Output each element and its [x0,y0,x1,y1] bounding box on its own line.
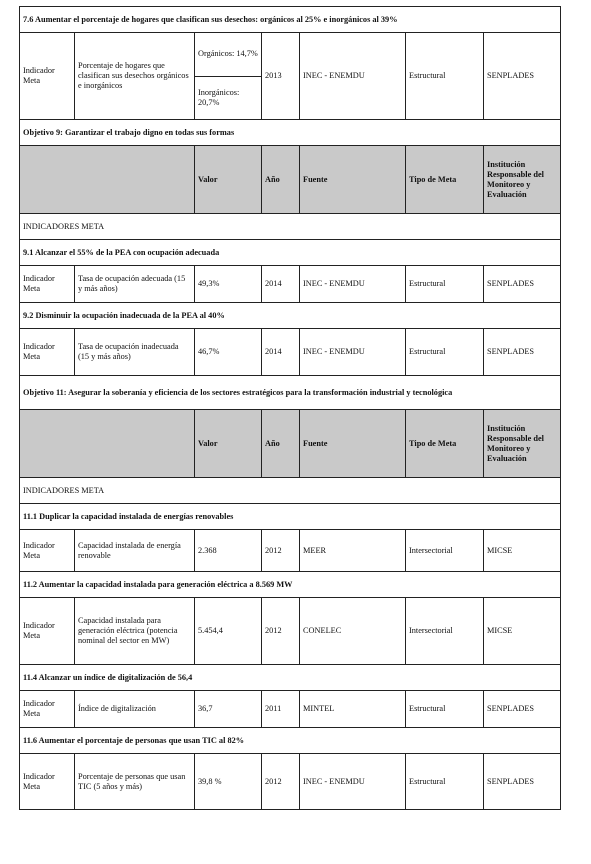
goal-type: Intersectorial [406,530,484,572]
institution: SENPLADES [484,266,561,303]
value: 46,7% [195,329,262,376]
indicator-name: Porcentaje de hogares que clasifican sus desechos orgánicos e inorgánicos [75,33,195,120]
value-inorganicos: Inorgánicos: 20,7% [198,87,240,107]
indicator-row [20,329,561,376]
source: MEER [300,530,406,572]
goal-type: Estructural [406,691,484,728]
institution: SENPLADES [484,754,561,810]
header-fuente: Fuente [300,410,406,478]
value: 2.368 [195,530,262,572]
year: 2013 [262,33,300,120]
header-anio: Año [262,410,300,478]
value: 39,8 % [195,754,262,810]
institution: MICSE [484,598,561,665]
value-cell-split [195,33,262,120]
indicators-table [19,6,561,810]
indicator-name: Capacidad instalada de energía renovable [75,530,195,572]
row-label: Indicador Meta [20,530,75,572]
source: INEC - ENEMDU [300,754,406,810]
goal-7-6-title: 7.6 Aumentar el porcentaje de hogares que clasifican sus desechos: orgánicos al 25% e inorgánicos al 39% [20,7,561,33]
indicator-row [20,33,561,120]
indicator-row [20,598,561,665]
row-label: Indicador Meta [20,33,75,120]
year: 2012 [262,754,300,810]
objective-row [20,376,561,410]
source: INEC - ENEMDU [300,329,406,376]
goal-title-row [20,572,561,598]
goal-9-2-title: 9.2 Disminuir la ocupación inadecuada de la PEA al 40% [20,303,561,329]
goal-9-1-title: 9.1 Alcanzar el 55% de la PEA con ocupación adecuada [20,240,561,266]
indicator-name: Tasa de ocupación adecuada (15 y más años) [75,266,195,303]
header-fuente: Fuente [300,146,406,214]
header-valor: Valor [195,410,262,478]
header-anio: Año [262,146,300,214]
indicator-row [20,691,561,728]
institution: SENPLADES [484,329,561,376]
indicadores-meta-label: INDICADORES META [20,214,561,240]
header-valor: Valor [195,146,262,214]
section-label-row [20,478,561,504]
goal-type: Intersectorial [406,598,484,665]
row-label: Indicador Meta [20,329,75,376]
source: MINTEL [300,691,406,728]
document-page [19,6,560,810]
goal-title-row [20,504,561,530]
institution: SENPLADES [484,33,561,120]
header-row [20,410,561,478]
header-tipo: Tipo de Meta [406,410,484,478]
goal-title-row [20,665,561,691]
goal-title-row [20,728,561,754]
goal-type: Estructural [406,33,484,120]
year: 2014 [262,329,300,376]
indicator-name: Capacidad instalada para generación eléctrica (potencia nominal del sector en MW) [75,598,195,665]
row-label: Indicador Meta [20,691,75,728]
objective-9-title: Objetivo 9: Garantizar el trabajo digno en todas sus formas [20,120,561,146]
year: 2012 [262,598,300,665]
header-blank [20,146,195,214]
institution: MICSE [484,530,561,572]
goal-title-row [20,7,561,33]
goal-11-2-title: 11.2 Aumentar la capacidad instalada para generación eléctrica a 8.569 MW [20,572,561,598]
header-blank [20,410,195,478]
value: 36,7 [195,691,262,728]
source: INEC - ENEMDU [300,33,406,120]
header-tipo: Tipo de Meta [406,146,484,214]
objective-11-title: Objetivo 11: Asegurar la soberanía y eficiencia de los sectores estratégicos para la transformación industrial y tecnológica [20,376,561,410]
year: 2012 [262,530,300,572]
institution: SENPLADES [484,691,561,728]
indicator-name: Índice de digitalización [75,691,195,728]
indicator-row [20,530,561,572]
value: 5.454,4 [195,598,262,665]
objective-row [20,120,561,146]
source: CONELEC [300,598,406,665]
goal-type: Estructural [406,266,484,303]
section-label-row [20,214,561,240]
goal-title-row [20,303,561,329]
value-organicos: Orgánicos: 14,7% [195,33,261,76]
goal-11-6-title: 11.6 Aumentar el porcentaje de personas que usan TIC al 82% [20,728,561,754]
value: 49,3% [195,266,262,303]
indicator-row [20,266,561,303]
indicator-name: Porcentaje de personas que usan TIC (5 años y más) [75,754,195,810]
year: 2011 [262,691,300,728]
row-label: Indicador Meta [20,266,75,303]
goal-type: Estructural [406,329,484,376]
goal-11-1-title: 11.1 Duplicar la capacidad instalada de energías renovables [20,504,561,530]
year: 2014 [262,266,300,303]
header-institucion: Institución Responsable del Monitoreo y Evaluación [484,146,561,214]
row-label: Indicador Meta [20,754,75,810]
header-institucion: Institución Responsable del Monitoreo y Evaluación [484,410,561,478]
indicator-row [20,754,561,810]
indicadores-meta-label: INDICADORES META [20,478,561,504]
source: INEC - ENEMDU [300,266,406,303]
goal-title-row [20,240,561,266]
header-row [20,146,561,214]
goal-11-4-title: 11.4 Alcanzar un índice de digitalización de 56,4 [20,665,561,691]
row-label: Indicador Meta [20,598,75,665]
indicator-name: Tasa de ocupación inadecuada (15 y más años) [75,329,195,376]
goal-type: Estructural [406,754,484,810]
